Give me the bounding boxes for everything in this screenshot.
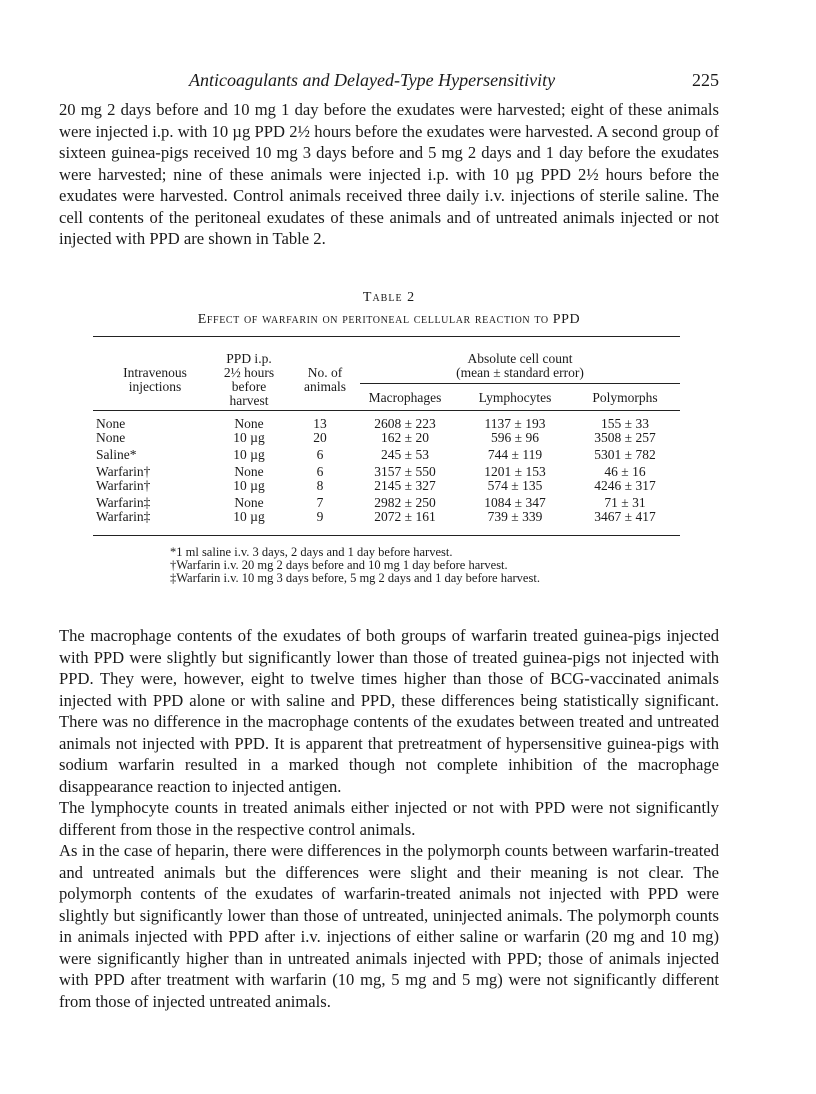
cell-macrophages: 3157 ± 550 — [374, 464, 436, 479]
header-cell-count — [360, 352, 680, 380]
header-polymorphs: Polymorphs — [592, 390, 658, 405]
paragraph-1: 20 mg 2 days before and 10 mg 1 day before the exudates were harvested; eight of these animals were injected i.p. with 10 µg PPD 2½ hours before the exudates were harvested. A second group of sixteen guinea-pigs received 10 mg 3 days before and 5 mg 2 days and 1 day before the exudates were harvested; nine of these animals were injected i.p. with 10 µg PPD 2½ hours before the exudates were harvested. Control animals received three daily i.v. injections of sterile saline. The cell contents of the peritoneal exudates of these animals and of untreated animals injected or not injected with PPD are shown in Table 2. — [59, 100, 719, 248]
cell-macrophages: 2608 ± 223 — [374, 416, 436, 431]
cell-lymphocytes: 744 ± 119 — [487, 447, 543, 462]
cell-ppd: None — [234, 495, 264, 510]
table-bottom-rule — [93, 535, 680, 536]
cell-lymphocytes: 1084 ± 347 — [484, 495, 546, 510]
cell-injections: Warfarin‡ — [96, 509, 151, 524]
table-row — [93, 447, 680, 461]
cell-macrophages: 2145 ± 327 — [374, 478, 436, 493]
cell-macrophages: 2072 ± 161 — [374, 509, 436, 524]
cell-ppd: None — [234, 416, 264, 431]
cell-ppd: 10 µg — [233, 447, 265, 462]
cell-lymphocytes: 596 ± 96 — [491, 430, 539, 445]
cell-injections: Warfarin† — [96, 478, 151, 493]
cell-ppd: None — [234, 464, 264, 479]
cell-lymphocytes: 1201 ± 153 — [484, 464, 546, 479]
cell-ppd: 10 µg — [233, 430, 265, 445]
table-footnote: ‡Warfarin i.v. 10 mg 3 days before, 5 mg 2 days and 1 day before harvest. — [170, 571, 540, 585]
header-ppd-line3: before — [231, 379, 267, 394]
cell-animals: 6 — [316, 464, 324, 479]
table-row — [93, 464, 680, 478]
table-row — [93, 495, 680, 509]
running-title: Anticoagulants and Delayed-Type Hypersensitivity — [189, 70, 556, 90]
table-row — [93, 478, 680, 492]
table-row — [93, 509, 680, 523]
cell-polymorphs: 71 ± 31 — [604, 495, 646, 510]
paragraph-2: The macrophage contents of the exudates of both groups of warfarin treated guinea-pigs injected with PPD were slightly but significantly lower than those of treated guinea-pigs not injected with PPD. They were, however, eight to twelve times higher than those of BCG-vaccinated animals injected with PPD alone or with saline and PPD, these differences being statistically significant. There was no difference in the macrophage contents of the exudates between treated and untreated animals not injected with PPD. It is apparent that pretreatment of hypersensitive guinea-pigs with sodium warfarin resulted in a marked though not complete inhibition of the macrophage disappearance reaction to injected antigen. — [59, 626, 719, 796]
cell-polymorphs: 3467 ± 417 — [594, 509, 656, 524]
cell-polymorphs: 155 ± 33 — [601, 416, 649, 431]
cell-injections: None — [96, 416, 126, 431]
header-animals-line2: animals — [304, 379, 346, 394]
table-header-rule — [93, 410, 680, 411]
paragraph-3: The lymphocyte counts in treated animals either injected or not with PPD were not significantly different from those in the respective control animals. — [59, 798, 719, 839]
header-injections-line2: injections — [128, 379, 182, 394]
cell-polymorphs: 46 ± 16 — [604, 464, 646, 479]
table-row — [93, 430, 680, 444]
page-number: 225 — [692, 70, 719, 90]
header-cell-count-line2: (mean ± standard error) — [456, 365, 584, 380]
cell-polymorphs: 5301 ± 782 — [594, 447, 656, 462]
cell-animals: 8 — [316, 478, 324, 493]
header-animals — [295, 366, 355, 394]
table-top-rule — [93, 336, 680, 337]
table-footnote: †Warfarin i.v. 20 mg 2 days before and 10 mg 1 day before harvest. — [170, 558, 508, 572]
cell-polymorphs: 4246 ± 317 — [594, 478, 656, 493]
header-ppd-line1: PPD i.p. — [226, 351, 272, 366]
table-label: Table 2 — [362, 290, 416, 305]
header-ppd-line4: harvest — [229, 393, 269, 408]
cell-injections: Warfarin† — [96, 464, 151, 479]
header-macrophages: Macrophages — [368, 390, 442, 405]
header-ppd-line2: 2½ hours — [223, 365, 275, 380]
header-cell-count-line1: Absolute cell count — [467, 351, 573, 366]
cell-injections: Saline* — [96, 447, 137, 462]
cell-animals: 9 — [316, 509, 324, 524]
cell-macrophages: 245 ± 53 — [381, 447, 429, 462]
running-header — [59, 70, 719, 92]
cell-lymphocytes: 1137 ± 193 — [484, 416, 546, 431]
header-injections — [100, 366, 210, 394]
table-footnote: *1 ml saline i.v. 3 days, 2 days and 1 day before harvest. — [170, 545, 453, 559]
cell-ppd: 10 µg — [233, 478, 265, 493]
table-caption: Effect of warfarin on peritoneal cellular reaction to PPD — [197, 312, 581, 327]
cell-injections: Warfarin‡ — [96, 495, 151, 510]
cell-animals: 7 — [316, 495, 324, 510]
cell-animals: 6 — [316, 447, 324, 462]
cell-polymorphs: 3508 ± 257 — [594, 430, 656, 445]
header-ppd — [214, 352, 284, 408]
cell-macrophages: 2982 ± 250 — [374, 495, 436, 510]
paragraph-4: As in the case of heparin, there were differences in the polymorph counts between warfarin-treated and untreated animals but the differences were slight and their meaning is not clear. The polymorph contents of the exudates of warfarin-treated animals not injected with PPD were slightly but significantly lower than those of untreated, uninjected animals. The polymorph counts in animals injected with PPD after i.v. injections of either saline or warfarin (20 mg and 10 mg) were significantly higher than in untreated animals injected with PPD; those of animals injected with PPD after treatment with warfarin (10 mg, 5 mg and 5 mg) were not significantly different from those of injected untreated animals. — [59, 841, 719, 1011]
header-animals-line1: No. of — [307, 365, 343, 380]
cell-animals: 20 — [313, 430, 327, 445]
cell-injections: None — [96, 430, 126, 445]
cell-animals: 13 — [313, 416, 327, 431]
cell-macrophages: 162 ± 20 — [381, 430, 429, 445]
cell-ppd: 10 µg — [233, 509, 265, 524]
table-row — [93, 416, 680, 430]
cell-lymphocytes: 574 ± 135 — [487, 478, 543, 493]
table-sub-rule — [360, 383, 680, 384]
cell-lymphocytes: 739 ± 339 — [487, 509, 543, 524]
header-injections-line1: Intravenous — [123, 365, 187, 380]
header-lymphocytes: Lymphocytes — [478, 390, 552, 405]
